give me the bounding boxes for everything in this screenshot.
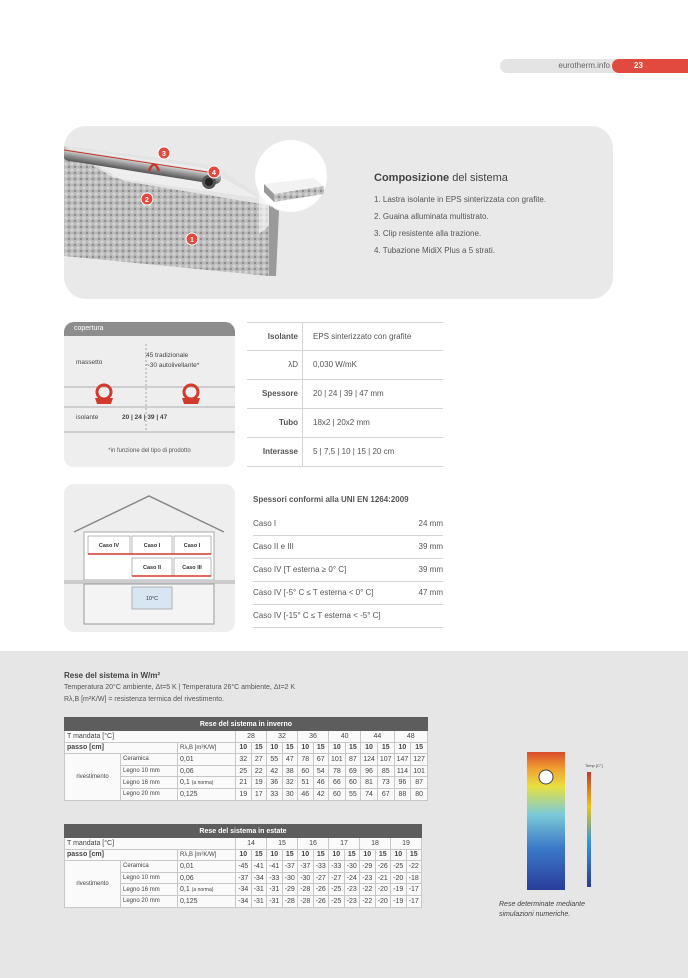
house-label: Caso II — [142, 565, 162, 571]
table-row — [65, 861, 422, 873]
passo-value: 15 — [251, 849, 267, 861]
temp-header: 18 — [360, 838, 391, 850]
value-cell: 17 — [251, 788, 267, 800]
value-cell: -27 — [313, 872, 329, 884]
passo-label: passo [cm] — [65, 849, 178, 861]
value-cell: -41 — [251, 861, 267, 873]
temp-header: 32 — [267, 731, 298, 743]
value-cell: 32 — [282, 777, 298, 789]
value-cell: 51 — [298, 777, 314, 789]
value-cell: -21 — [375, 872, 391, 884]
value-cell: 107 — [377, 754, 394, 766]
temp-header: 48 — [394, 731, 427, 743]
page-header — [500, 59, 688, 73]
value-cell: 147 — [394, 754, 411, 766]
rese-subtitle: Temperatura 20°C ambiente, Δt=5 K | Temperatura 26°C ambiente, Δt=2 K — [64, 684, 296, 691]
value-cell: -30 — [282, 872, 298, 884]
r-value-cell — [178, 754, 236, 766]
passo-value: 10 — [329, 742, 346, 754]
value-cell: -25 — [329, 895, 345, 907]
value-cell: -29 — [282, 884, 298, 896]
composition-title: Composizione del sistema — [374, 172, 508, 184]
value-cell: 101 — [411, 765, 428, 777]
spessori-row: Caso IV [T esterna ≥ 0° C] 39 mm — [253, 559, 443, 582]
value-cell: 88 — [394, 788, 411, 800]
callout-4: 4 — [212, 170, 216, 177]
passo-value: 15 — [377, 742, 394, 754]
spessori-title: Spessori conformi alla UNI EN 1264:2009 — [253, 495, 409, 504]
material-cell: Legno 20 mm — [121, 788, 178, 800]
value-cell: 42 — [313, 788, 329, 800]
value-cell: -34 — [251, 872, 267, 884]
material-cell: Legno 16 mm — [121, 777, 178, 789]
thermal-simulation-image — [527, 752, 609, 890]
passo-value: 10 — [394, 742, 411, 754]
passo-value: 10 — [391, 849, 407, 861]
house-label: 10°C — [145, 596, 159, 602]
table-title: Rese del sistema in estate — [65, 825, 422, 838]
value-cell: 55 — [345, 788, 361, 800]
passo-value: 10 — [236, 849, 252, 861]
value-cell: 38 — [282, 765, 298, 777]
cross-section-box — [64, 322, 235, 467]
value-cell: -17 — [406, 884, 422, 896]
value-cell: 42 — [267, 765, 283, 777]
spessori-row: Caso IV [-5° C ≤ T esterna < 0° C] 47 mm — [253, 582, 443, 605]
value-cell: 101 — [329, 754, 346, 766]
table-row — [65, 754, 428, 766]
temp-header: 44 — [361, 731, 394, 743]
passo-value: 15 — [375, 849, 391, 861]
massetto-value-1: 45 tradizionale — [146, 352, 189, 359]
value-cell: -41 — [267, 861, 283, 873]
simulation-note: Rese determinate mediante simulazioni numeriche. — [499, 901, 585, 918]
section-footnote: *in funzione del tipo di prodotto — [108, 448, 191, 454]
r-value: 0,06 — [180, 767, 194, 775]
table-title: Rese del sistema in inverno — [65, 718, 428, 731]
callout-1: 1 — [190, 237, 194, 244]
value-cell: -34 — [236, 895, 252, 907]
value-cell: 114 — [394, 765, 411, 777]
t-mandata-label: T mandata [°C] — [65, 838, 236, 850]
callout-3: 3 — [162, 151, 166, 158]
value-cell: -25 — [391, 861, 407, 873]
value-cell: 46 — [298, 788, 314, 800]
composition-panel — [64, 126, 613, 299]
value-cell: -45 — [236, 861, 252, 873]
value-cell: 78 — [298, 754, 314, 766]
value-cell: 73 — [377, 777, 394, 789]
spec-row: Spessore 20 | 24 | 39 | 47 mm — [247, 380, 443, 409]
passo-value: 10 — [236, 742, 252, 754]
r-note: (a norma) — [191, 780, 214, 787]
copertura-bar: copertura — [64, 322, 235, 336]
value-cell: 21 — [236, 777, 252, 789]
value-cell: -37 — [236, 872, 252, 884]
value-cell: -22 — [406, 861, 422, 873]
value-cell: 47 — [282, 754, 298, 766]
material-cell: Ceramica — [121, 754, 178, 766]
passo-value: 10 — [298, 849, 314, 861]
value-cell: -33 — [329, 861, 345, 873]
value-cell: -34 — [236, 884, 252, 896]
value-cell: 69 — [345, 765, 361, 777]
passo-value: 15 — [282, 742, 298, 754]
value-cell: 19 — [251, 777, 267, 789]
spec-row: Interasse 5 | 7,5 | 10 | 15 | 20 cm — [247, 438, 443, 467]
value-cell: 60 — [345, 777, 361, 789]
spessori-row: Caso IV [-15° C ≤ T esterna < -5° C] — [253, 605, 443, 628]
r-label: Rλ,B [m²K/W] — [178, 849, 236, 861]
callout-2: 2 — [145, 197, 149, 204]
value-cell: -33 — [267, 872, 283, 884]
page-number: 23 — [612, 59, 688, 73]
house-label: Caso I — [143, 543, 161, 549]
value-cell: -28 — [298, 895, 314, 907]
value-cell: 25 — [236, 765, 252, 777]
house-label: Caso III — [182, 565, 202, 571]
value-cell: -23 — [344, 884, 360, 896]
spessori-list — [253, 493, 443, 628]
spessori-row: Caso II e III 39 mm — [253, 536, 443, 559]
composition-item: 1. Lastra isolante in EPS sinterizzata con grafite. — [374, 195, 547, 204]
passo-value: 15 — [251, 742, 267, 754]
value-cell: 19 — [236, 788, 252, 800]
r-value-cell — [178, 884, 236, 896]
passo-value: 15 — [406, 849, 422, 861]
value-cell: 81 — [361, 777, 378, 789]
house-label: Caso I — [183, 543, 201, 549]
value-cell: -18 — [406, 872, 422, 884]
value-cell: -26 — [375, 861, 391, 873]
passo-value: 10 — [361, 742, 378, 754]
rese-title: Rese del sistema in W/m² — [64, 671, 161, 680]
value-cell: 80 — [411, 788, 428, 800]
spec-table — [247, 322, 443, 467]
temp-header: 28 — [236, 731, 267, 743]
value-cell: 60 — [298, 765, 314, 777]
material-cell: Legno 16 mm — [121, 884, 178, 896]
value-cell: 46 — [313, 777, 329, 789]
value-cell: -30 — [344, 861, 360, 873]
composition-item: 2. Guaina alluminata multistrato. — [374, 212, 489, 221]
passo-value: 15 — [344, 849, 360, 861]
value-cell: 78 — [329, 765, 346, 777]
spec-row: Tubo 18x2 | 20x2 mm — [247, 409, 443, 438]
value-cell: -28 — [282, 895, 298, 907]
passo-value: 15 — [313, 849, 329, 861]
temp-header: 36 — [298, 731, 329, 743]
value-cell: 36 — [267, 777, 283, 789]
rivestimento-label: rivestimento — [65, 754, 121, 800]
value-cell: 30 — [282, 788, 298, 800]
value-cell: -23 — [360, 872, 376, 884]
massetto-label: massetto — [76, 359, 103, 366]
value-cell: 87 — [411, 777, 428, 789]
value-cell: -20 — [375, 895, 391, 907]
r-value: 0,125 — [180, 897, 198, 905]
composition-item: 3. Clip resistente alla trazione. — [374, 229, 482, 238]
value-cell: 27 — [251, 754, 267, 766]
value-cell: 22 — [251, 765, 267, 777]
value-cell: 124 — [361, 754, 378, 766]
composition-list — [374, 194, 546, 262]
massetto-value-2: ~30 autolivellante* — [146, 362, 200, 369]
temp-header: 16 — [298, 838, 329, 850]
value-cell: 85 — [377, 765, 394, 777]
temp-header: 14 — [236, 838, 267, 850]
value-cell: -37 — [298, 861, 314, 873]
house-label: Caso IV — [98, 543, 120, 549]
r-value-cell — [178, 861, 236, 873]
value-cell: -23 — [344, 895, 360, 907]
isolante-values: 20 | 24 | 39 | 47 — [122, 414, 168, 421]
value-cell: -28 — [298, 884, 314, 896]
value-cell: -22 — [360, 884, 376, 896]
isolante-label: isolante — [76, 414, 99, 421]
value-cell: -17 — [406, 895, 422, 907]
value-cell: -20 — [391, 872, 407, 884]
value-cell: -26 — [313, 895, 329, 907]
value-cell: -25 — [329, 884, 345, 896]
value-cell: 32 — [236, 754, 252, 766]
value-cell: -19 — [391, 884, 407, 896]
value-cell: 87 — [345, 754, 361, 766]
rivestimento-label: rivestimento — [65, 861, 121, 907]
temp-header: 17 — [329, 838, 360, 850]
material-cell: Legno 10 mm — [121, 765, 178, 777]
r-value-cell — [178, 765, 236, 777]
r-value: 0,1 — [180, 779, 190, 787]
passo-value: 15 — [313, 742, 329, 754]
site-name: eurotherm.info — [558, 61, 610, 70]
value-cell: 33 — [267, 788, 283, 800]
passo-value: 10 — [267, 742, 283, 754]
thermo-label: Temp [C°] — [585, 763, 603, 768]
passo-value: 10 — [329, 849, 345, 861]
value-cell: -19 — [391, 895, 407, 907]
value-cell: -31 — [251, 884, 267, 896]
passo-value: 15 — [345, 742, 361, 754]
value-cell: 96 — [394, 777, 411, 789]
value-cell: -30 — [298, 872, 314, 884]
cross-section-drawing — [64, 322, 235, 467]
value-cell: 55 — [267, 754, 283, 766]
r-value: 0,01 — [180, 755, 194, 763]
r-value-cell — [178, 788, 236, 800]
material-cell: Ceramica — [121, 861, 178, 873]
r-note: (a norma) — [191, 887, 214, 894]
passo-value: 15 — [411, 742, 428, 754]
value-cell: 96 — [361, 765, 378, 777]
passo-value: 10 — [360, 849, 376, 861]
value-cell: 54 — [313, 765, 329, 777]
passo-value: 15 — [282, 849, 298, 861]
house-drawing — [64, 484, 235, 632]
value-cell: 127 — [411, 754, 428, 766]
material-cell: Legno 20 mm — [121, 895, 178, 907]
composition-item: 4. Tubazione MidiX Plus a 5 strati. — [374, 246, 495, 255]
value-cell: 74 — [361, 788, 378, 800]
material-cell: Legno 10 mm — [121, 872, 178, 884]
r-value-cell — [178, 777, 236, 789]
spec-row: λD 0,030 W/mK — [247, 351, 443, 380]
value-cell: -20 — [375, 884, 391, 896]
house-diagram — [64, 484, 235, 632]
r-value-cell — [178, 872, 236, 884]
t-mandata-label: T mandata [°C] — [65, 731, 236, 743]
value-cell: -27 — [329, 872, 345, 884]
r-value: 0,125 — [180, 790, 198, 798]
temp-header: 40 — [329, 731, 361, 743]
r-value: 0,06 — [180, 874, 194, 882]
temp-header: 19 — [391, 838, 422, 850]
r-value: 0,1 — [180, 886, 190, 894]
value-cell: 66 — [329, 777, 346, 789]
passo-label: passo [cm] — [65, 742, 178, 754]
passo-value: 10 — [267, 849, 283, 861]
value-cell: -31 — [267, 884, 283, 896]
value-cell: -37 — [282, 861, 298, 873]
passo-value: 10 — [298, 742, 314, 754]
value-cell: -33 — [313, 861, 329, 873]
value-cell: 67 — [377, 788, 394, 800]
temp-header: 15 — [267, 838, 298, 850]
summer-table — [64, 824, 422, 908]
value-cell: -26 — [313, 884, 329, 896]
rese-legend: Rλ,B [m²K/W] = resistenza termica del rivestimento. — [64, 696, 225, 703]
r-value: 0,01 — [180, 862, 194, 870]
r-label: Rλ,B [m²K/W] — [178, 742, 236, 754]
value-cell: -24 — [344, 872, 360, 884]
value-cell: -31 — [251, 895, 267, 907]
spec-row: Isolante EPS sinterizzato con grafite — [247, 322, 443, 351]
value-cell: -29 — [360, 861, 376, 873]
r-value-cell — [178, 895, 236, 907]
spessori-row: Caso I 24 mm — [253, 513, 443, 536]
winter-table — [64, 717, 428, 801]
value-cell: -31 — [267, 895, 283, 907]
value-cell: 67 — [313, 754, 329, 766]
value-cell: 60 — [329, 788, 346, 800]
value-cell: -22 — [360, 895, 376, 907]
